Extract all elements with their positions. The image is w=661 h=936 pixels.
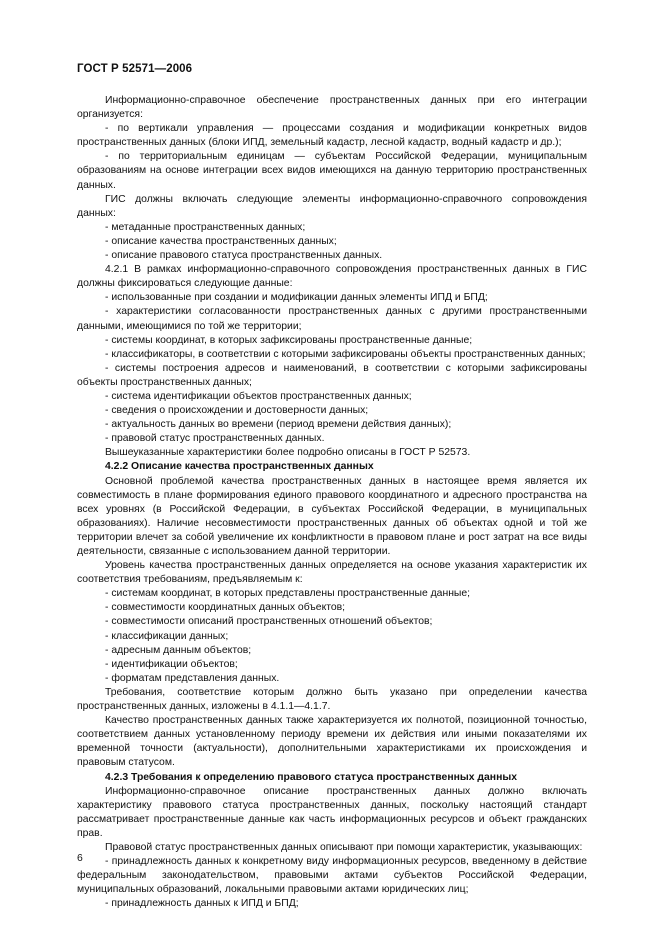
body-paragraph: Информационно-справочное описание пространственных данных должно включать характеристику правового статуса пространственных данных, поскольку настоящий стандарт рассматривает пространственные данные как часть информационных ресурсов и объект гражданских прав. — [77, 785, 587, 839]
page-number: 6 — [77, 853, 83, 864]
body-paragraph: - по вертикали управления — процессами создания и модификации конкретных видов пространственных данных (блоки ИПД, земельный кадастр, лесной кадастр, водный кадастр и др.); — [77, 123, 587, 149]
body-paragraph: 4.2.1 В рамках информационно-справочного сопровождения пространственных данных в ГИС должны фиксироваться следующие данные: — [77, 264, 587, 290]
body-paragraph: - принадлежность данных к ИПД и БПД; — [105, 898, 299, 910]
body-paragraph: - метаданные пространственных данных; — [105, 221, 306, 233]
body-paragraph: - сведения о происхождении и достоверности данных; — [105, 405, 369, 417]
body-paragraph: Информационно-справочное обеспечение пространственных данных при его интеграции организуется: — [77, 95, 587, 121]
body-paragraph: - актуальность данных во времени (период времени действия данных); — [105, 419, 452, 431]
body-paragraph: - системы координат, в которых зафиксированы пространственные данные; — [105, 334, 473, 346]
body-paragraph: ГИС должны включать следующие элементы информационно-справочного сопровождения данных: — [77, 193, 587, 219]
body-paragraph: Уровень качества пространственных данных определяется на основе указания характеристик их соответствия требованиям, предъявляемым к: — [77, 560, 587, 586]
body-paragraph: - классификаторы, в соответствии с которыми зафиксированы объекты пространственных данных; — [105, 348, 586, 360]
body-paragraph: Вышеуказанные характеристики более подробно описаны в ГОСТ Р 52573. — [105, 447, 471, 459]
body-paragraph: - системы построения адресов и наименований, в соответствии с которыми зафиксированы объекты пространственных данных; — [77, 362, 587, 388]
body-paragraph: - использованные при создании и модификации данных элементы ИПД и БПД; — [105, 292, 488, 304]
body-paragraph: - совместимости описаний пространственных отношений объектов; — [105, 616, 433, 628]
body-paragraph: Требования, соответствие которым должно быть указано при определении качества пространственных данных, изложены в 4.1.1—4.1.7. — [77, 686, 587, 713]
body-paragraph: - адресным данным объектов; — [105, 644, 252, 656]
body-paragraph: - форматам представления данных. — [105, 672, 280, 684]
body-paragraph: - классификации данных; — [105, 630, 229, 642]
body-paragraph: - по территориальным единицам — субъектам Российской Федерации, муниципальным образованиям на основе интеграции всех видов имеющихся на данную территорию пространственных данных. — [77, 151, 587, 191]
section-heading: 4.2.3 Требования к определению правового статуса пространственных данных — [105, 771, 517, 783]
body-paragraph: - принадлежность данных к конкретному виду информационных ресурсов, введенному в действие федеральным законодательством, правовыми актами субъектов Российской Федерации, муниципальных образований, локальными правовыми актами юридических лиц; — [77, 856, 587, 896]
body-paragraph: Основной проблемой качества пространственных данных в настоящее время является их совместимость в плане формирования единого правового координатного и адресного пространства на всех уровнях (в Российской Федерации, в субъектах Российской Федерации, в муниципальных образованиях). Наличие несовместимости пространственных данных об объектах одной и той же территории влечет за собой увеличение их конфликтности в правовом плане и рост затрат на все виды деятельности, связанные с использованием данной территории. — [77, 475, 587, 557]
body-paragraph: - описание правового статуса пространственных данных. — [105, 250, 383, 262]
body-paragraph: - правовой статус пространственных данных. — [105, 433, 325, 445]
body-paragraph: - описание качества пространственных данных; — [105, 235, 337, 247]
body-paragraph: - системам координат, в которых представлены пространственные данные; — [105, 588, 471, 600]
body-paragraph: - идентификации объектов; — [105, 658, 238, 670]
section-heading: 4.2.2 Описание качества пространственных данных — [105, 461, 374, 473]
body-paragraph: Правовой статус пространственных данных описывают при помощи характеристик, указывающих: — [105, 841, 583, 853]
body-paragraph: - характеристики согласованности пространственных данных с другими пространственными данными, имеющимися по той же территории; — [77, 306, 587, 332]
body-paragraph: - совместимости координатных данных объектов; — [105, 602, 346, 614]
body-paragraph: Качество пространственных данных также характеризуется их полнотой, позиционной точностью, соответствием данных установленному периоду времени их действия или иными показателями их временной точности (актуальности), дополнительными характеристиками их происхождения и правовым статусом. — [77, 715, 587, 769]
document-body — [77, 94, 587, 911]
document-header: ГОСТ Р 52571—2006 — [77, 63, 193, 75]
body-paragraph: - система идентификации объектов пространственных данных; — [105, 390, 412, 402]
